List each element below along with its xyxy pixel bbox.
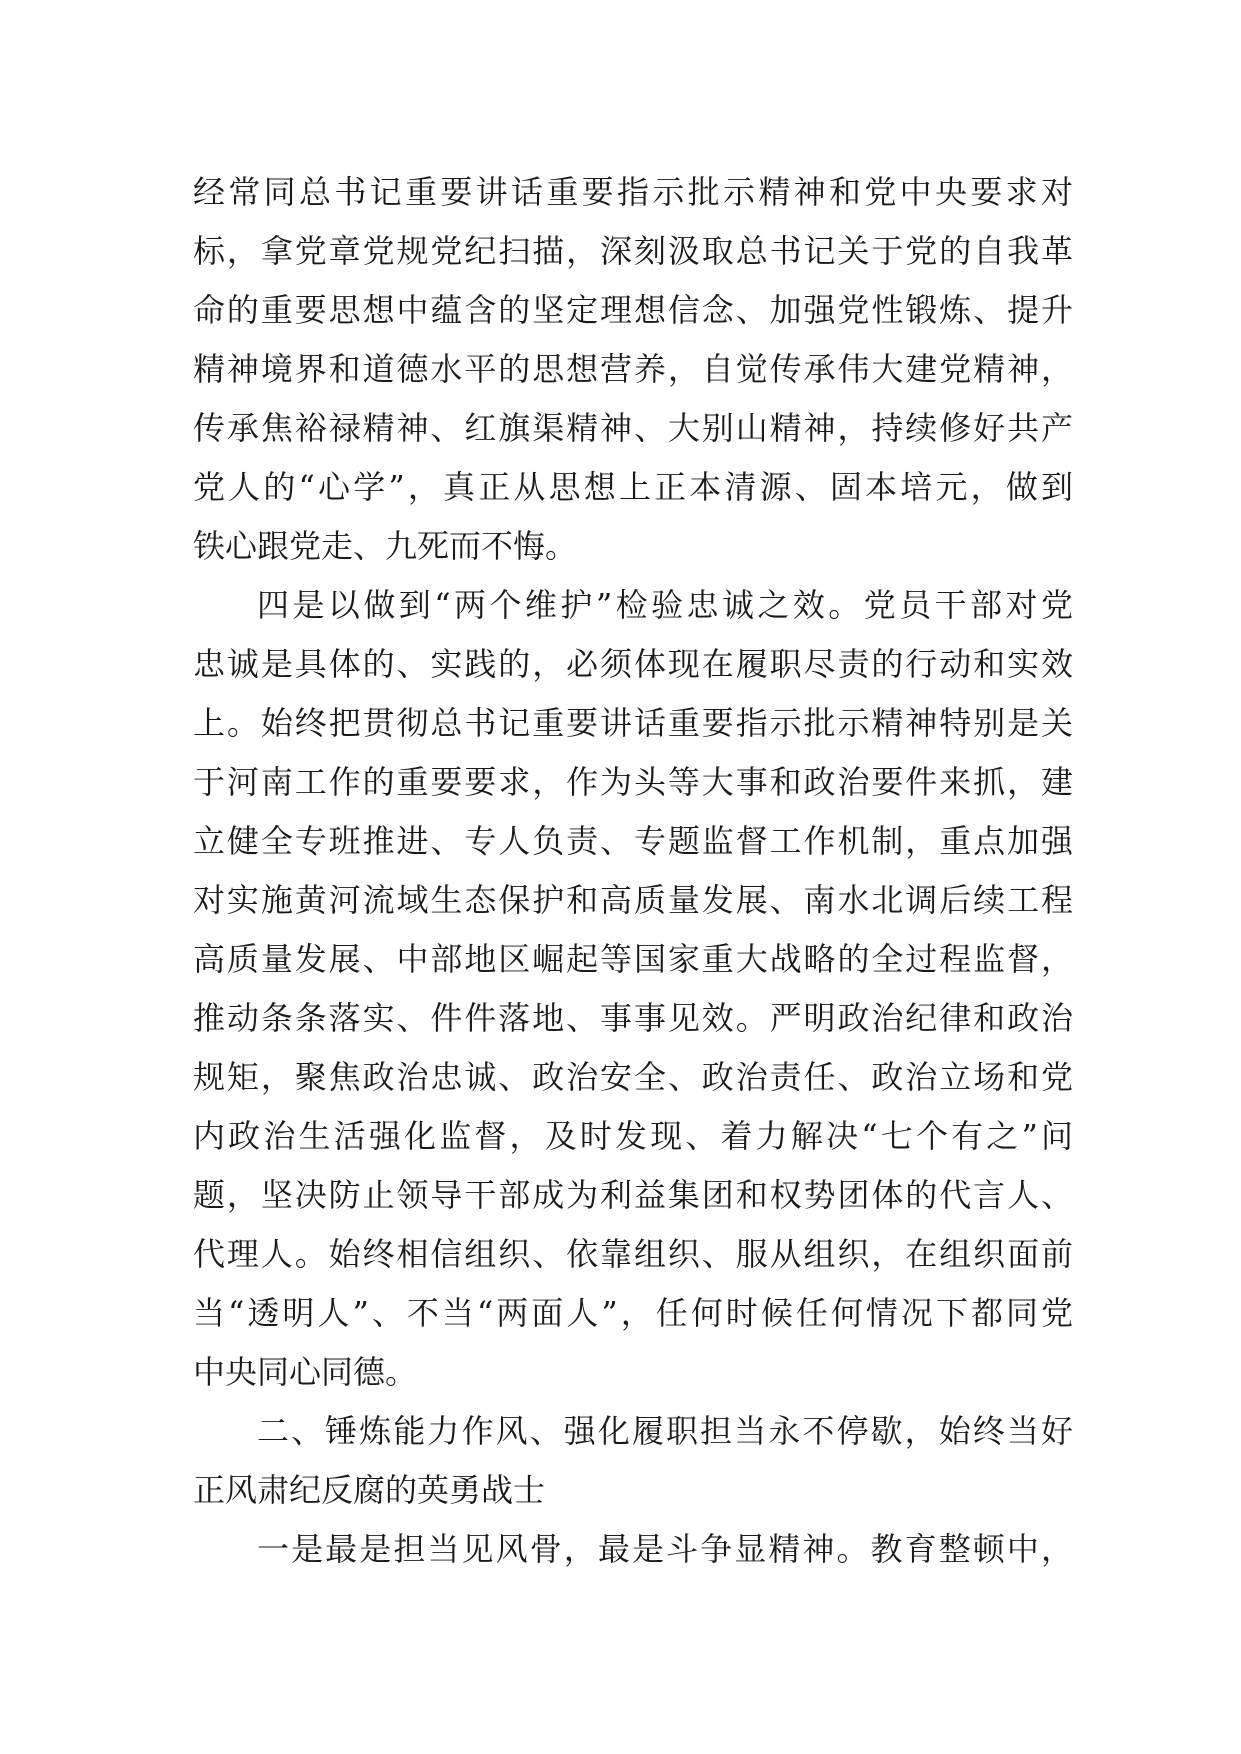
text-line: 当“透明人”、不当“两面人”，任何时候任何情况下都同党 — [193, 1294, 1073, 1332]
document-body — [193, 163, 1073, 1579]
text-line: 内政治生活强化监督，及时发现、着力解决“七个有之”问 — [193, 1117, 1073, 1155]
text-line: 上。始终把贯彻总书记重要讲话重要指示批示精神特别是关 — [193, 704, 1073, 742]
text-line: 题，坚决防止领导干部成为利益集团和权势团体的代言人、 — [193, 1176, 1073, 1214]
text-line: 高质量发展、中部地区崛起等国家重大战略的全过程监督， — [193, 940, 1073, 978]
text-line: 一是最是担当见风骨，最是斗争显精神。教育整顿中， — [257, 1530, 1073, 1568]
text-line: 立健全专班推进、专人负责、专题监督工作机制，重点加强 — [193, 822, 1073, 860]
text-line: 推动条条落实、件件落地、事事见效。严明政治纪律和政治 — [193, 999, 1073, 1037]
text-line: 中央同心同德。 — [193, 1353, 418, 1391]
text-line: 命的重要思想中蕴含的坚定理想信念、加强党性锻炼、提升 — [193, 291, 1073, 329]
text-line: 标，拿党章党规党纪扫描，深刻汲取总书记关于党的自我革 — [193, 232, 1073, 270]
text-line: 正风肃纪反腐的英勇战士 — [193, 1471, 546, 1509]
text-line: 规矩，聚焦政治忠诚、政治安全、政治责任、政治立场和党 — [193, 1058, 1073, 1096]
text-line: 党人的“心学”，真正从思想上正本清源、固本培元，做到 — [193, 468, 1073, 506]
text-line: 对实施黄河流域生态保护和高质量发展、南水北调后续工程 — [193, 881, 1073, 919]
text-line: 忠诚是具体的、实践的，必须体现在履职尽责的行动和实效 — [193, 645, 1073, 683]
text-line: 代理人。始终相信组织、依靠组织、服从组织，在组织面前 — [193, 1235, 1073, 1273]
text-line: 精神境界和道德水平的思想营养，自觉传承伟大建党精神， — [193, 350, 1073, 388]
text-line: 经常同总书记重要讲话重要指示批示精神和党中央要求对 — [193, 173, 1073, 211]
text-line: 四是以做到“两个维护”检验忠诚之效。党员干部对党 — [257, 586, 1073, 624]
text-line: 二、锤炼能力作风、强化履职担当永不停歇，始终当好 — [257, 1412, 1073, 1450]
text-line: 于河南工作的重要要求，作为头等大事和政治要件来抓，建 — [193, 763, 1073, 801]
text-line: 传承焦裕禄精神、红旗渠精神、大别山精神，持续修好共产 — [193, 409, 1073, 447]
text-line: 铁心跟党走、九死而不悔。 — [193, 527, 578, 565]
